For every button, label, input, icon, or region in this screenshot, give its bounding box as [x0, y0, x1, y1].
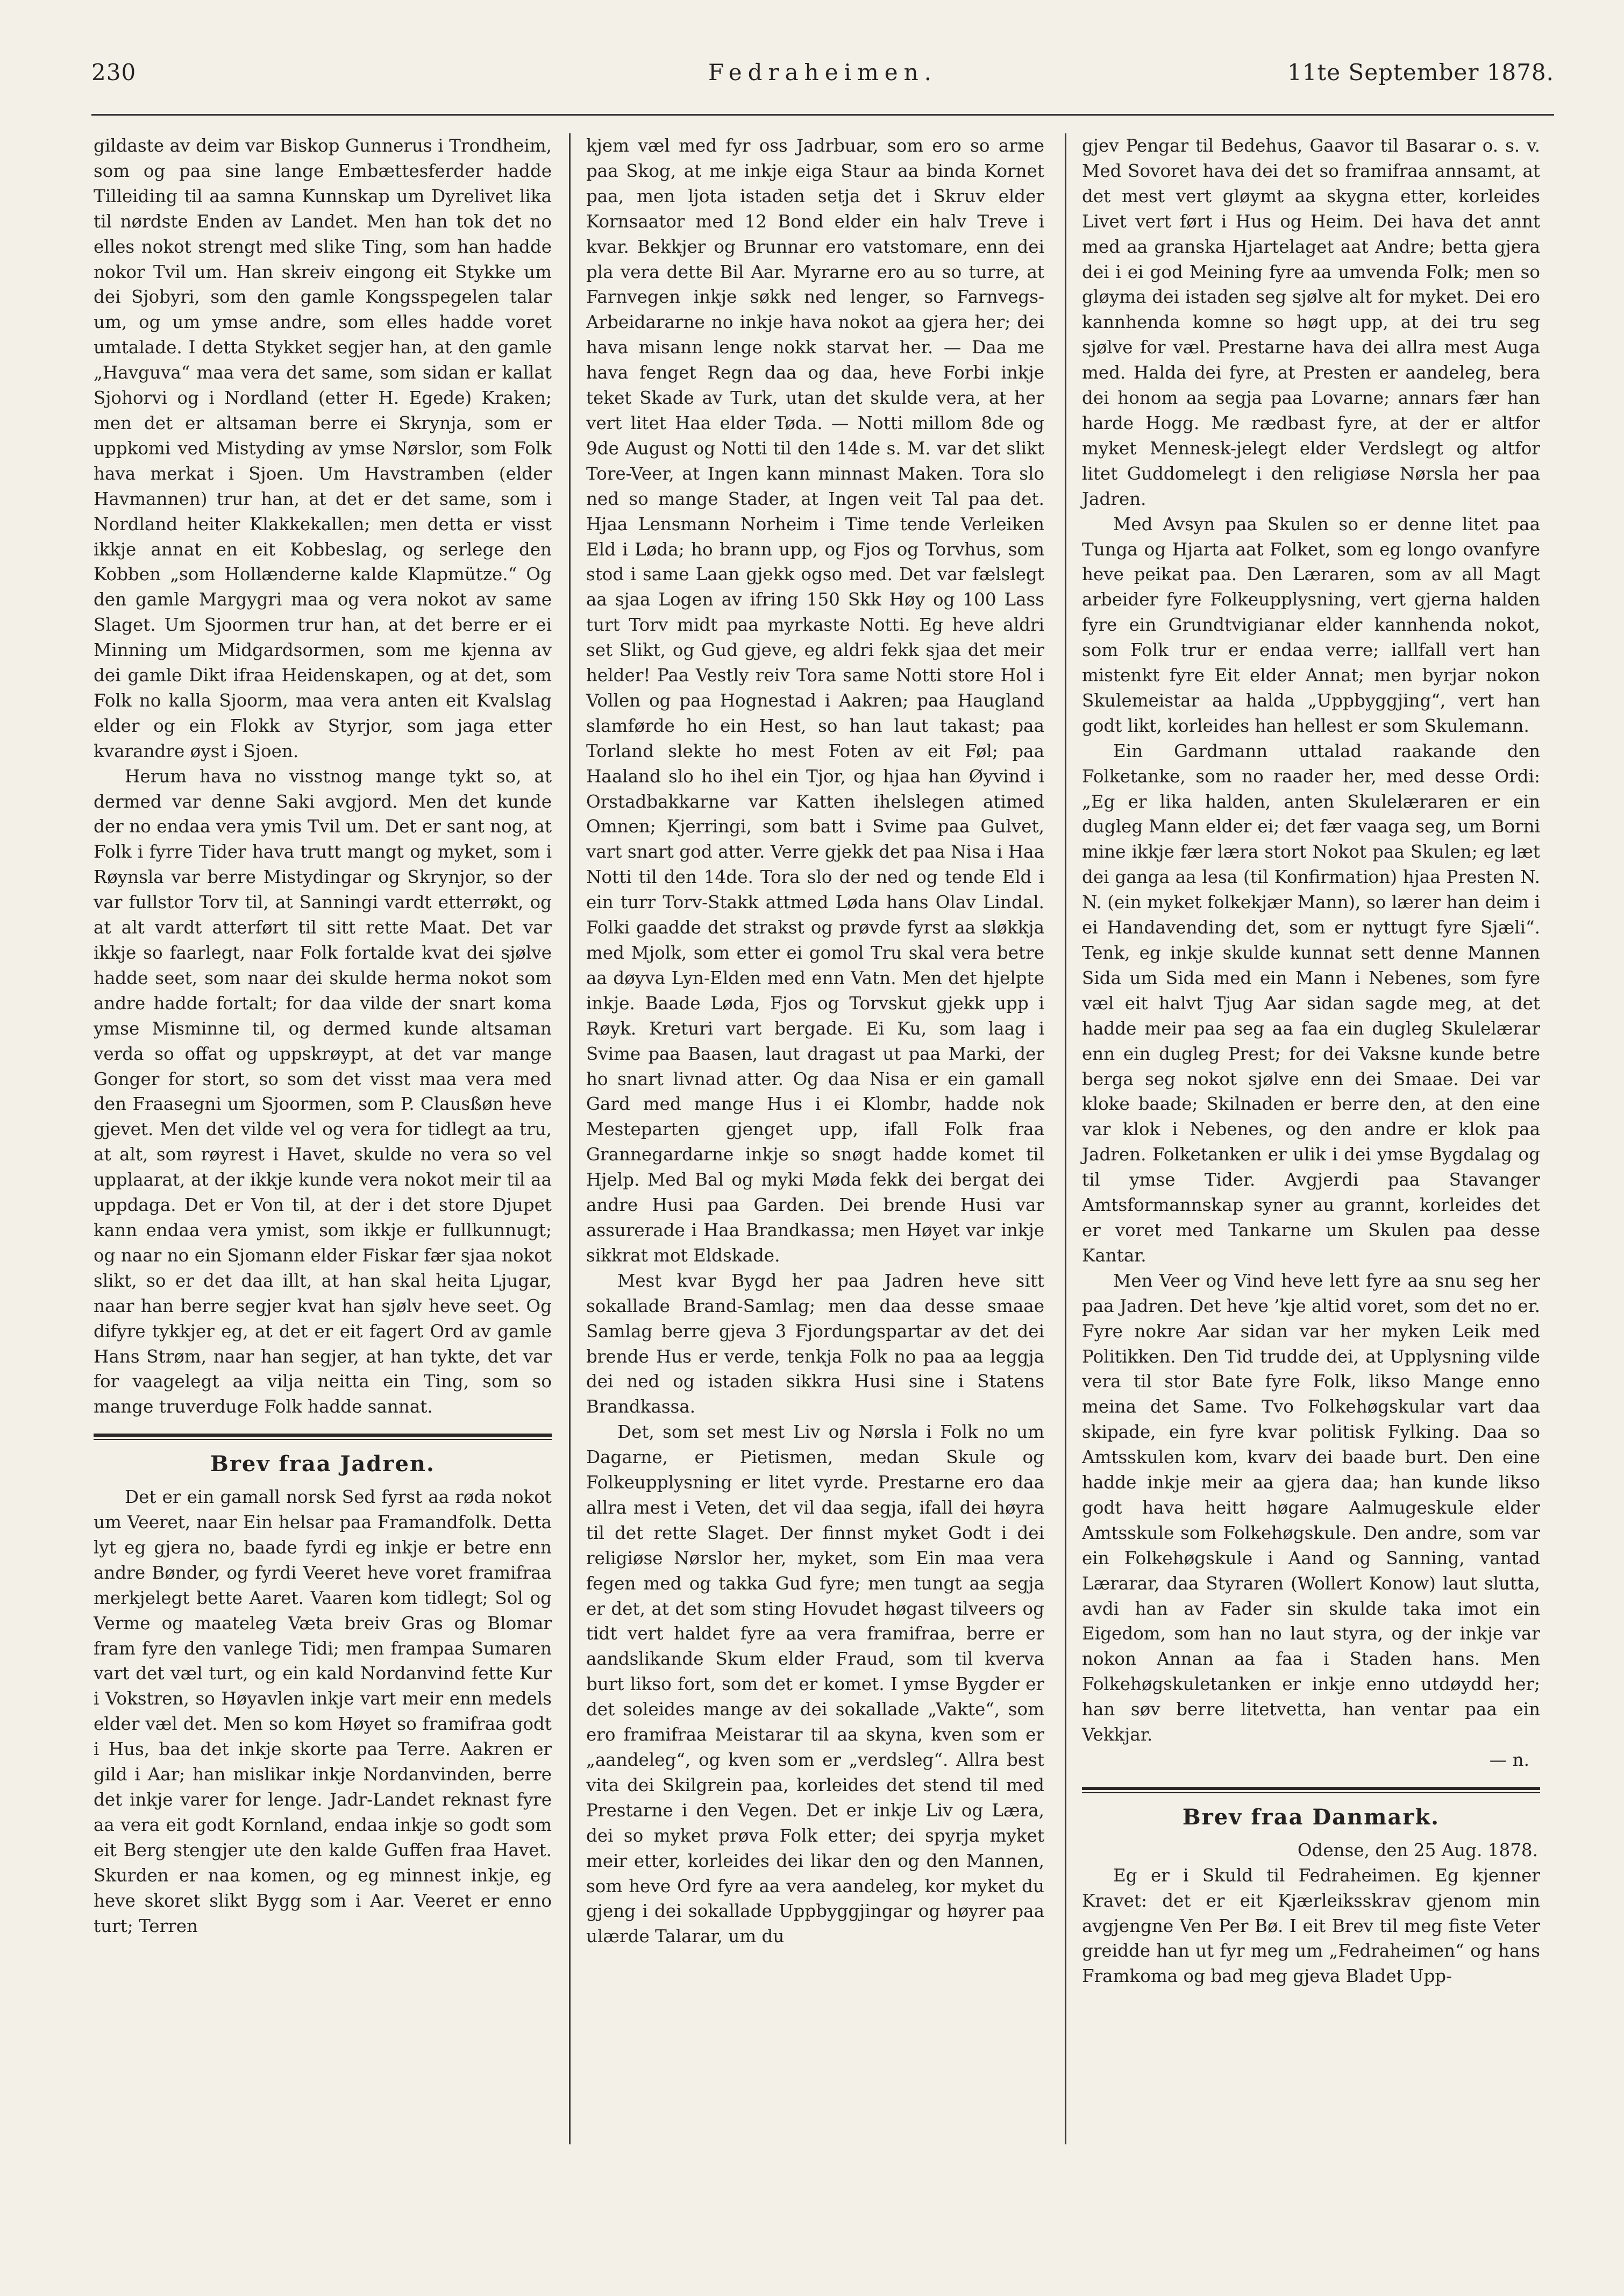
article-divider: [1082, 1787, 1540, 1793]
header-rule: [91, 114, 1554, 116]
column-1: [94, 133, 552, 1938]
signature: — n.: [1489, 1750, 1529, 1770]
dateline: Odense, den 25 Aug. 1878.: [1297, 1839, 1538, 1860]
page-number: 230: [91, 59, 137, 85]
paragraph: gildaste av deim var Biskop Gunnerus i Trondheim, som og paa sine lange Embættesferder hadde Tilleiding til aa samna Kunnskap um Dyrelivet lika til nørdste Enden av Landet. Men han tok det no elles nokot strengt med slike Ting, som han hadde nokor Tvil um. Han skreiv eingong eit Stykke um dei Sjobyri, som den gamle Kongsspegelen talar um, og um ymse andre, som elles hadde voret umtalade. I detta Stykket segjer han, at den gamle „Havguva“ maa vera det same, som sidan er kallat Sjohorvi og i Nordland (etter H. Egede) Kraken; men det er altsaman berre ei Skrynja, som er uppkomi ved Mistyding av ymse Nørslor, som Folk hava merkat i Sjoen. Um Havstramben (elder Havmannen) trur han, at det er det same, som i Nordland heiter Klakkekallen; men detta er visst ikkje annat en eit Kobbeslag, og serlege den Kobben „som Hollænderne kalde Klapmütze.“ Og den gamle Margygri maa og vera nokot av same Slaget. Um Sjoormen trur han, at det berre er ei Minning um Midgardsormen, som me kjenna av dei gamle Dikt ifraa Heidenskapen, og at det, som Folk no kalla Sjoorm, maa vera anten eit Kvalslag elder og ein Flokk av Styrjor, som jaga etter kvarandre øyst i Sjoen.: [94, 136, 552, 761]
paragraph: gjev Pengar til Bedehus, Gaavor til Basarar o. s. v. Med Sovoret hava dei det so framifraa annsamt, at det mest vert gløymt aa skygna etter, korleides Livet vert ført i Hus og Heim. Dei hava det annt med aa granska Hjartelaget aat Andre; betta gjera dei i ei god Meining fyre aa umvenda Folk; men so gløyma dei istaden seg sjølve alt for myket. Dei ero kannhenda komne so høgt upp, at dei tru seg sjølve for væl. Prestarne hava dei allra mest Auga med. Halda dei fyre, at Presten er aandeleg, bera dei honom aa segja paa Lovarne; annars fær han harde Hogg. Me rædbast fyre, at der er altfor myket Mennesk-jelegt elder Verdslegt og altfor litet Guddomelegt i den religiøse Nørsla her paa Jadren.: [1082, 136, 1540, 509]
article-title-danmark: Brev fraa Danmark.: [1182, 1804, 1440, 1830]
paragraph: kjem væl med fyr oss Jadrbuar, som ero so arme paa Skog, at me inkje eiga Staur aa binda Kornet paa, men ljota istaden setja det i Skruv elder Kornsaator med 12 Bond elder ein halv Treve i kvar. Bekkjer og Brunnar ero vatstomare, enn dei pla vera dette Bil Aar. Myrarne ero au so turre, at Farnvegen inkje søkk ned lenger, so Farnvegs-Arbeidararne no inkje hava nokot aa gjera her; dei hava misann lenge nokk starvat her. — Daa me hava fenget Regn daa og daa, heve Forbi inkje teket Skade av Turk, utan det skulde vera, at her vert litet Haa elder Tøda. — Notti millom 8de og 9de August og Notti til den 14de s. M. var det slikt Tore-Veer, at Ingen kann minnast Maken. Tora slo ned so mange Stader, at Ingen veit Tal paa det. Hjaa Lensmann Norheim i Time tende Verleiken Eld i Løda; ho brann upp, og Fjos og Torvhus, som stod i same Laan gjekk ogso med. Det var fælslegt aa sjaa Logen av ifring 150 Skk Høy og 100 Lass turt Torv midt paa myrkaste Notti. Eg heve aldri set Slikt, og Gud gjeve, eg aldri fekk sjaa det meir helder! Paa Vestly reiv Tora same Notti store Hol i Vollen og paa Hognestad i Aakren; paa Haugland slamførde ho ein Hest, so han laut takast; paa Torland slekte ho mest Foten av eit Føl; paa Haaland slo ho ihel ein Tjor, og hjaa han Øyvind i Orstadbakkarne var Katten ihelslegen atimed Omnen; Kjerringi, som batt i Svime paa Gulvet, vart snart god atter. Verre gjekk det paa Nisa i Haa Notti til den 14de. Tora slo der ned og tende Eld i ein turr Torv-Stakk attmed Løda hans Olav Lindal. Folki gaadde det strakst og prøvde fyrst aa sløkkja med Mjolk, som etter ei gomol Tru skal vera betre aa døyva Lyn-Elden med enn Vatn. Men det hjelpte inkje. Baade Løda, Fjos og Torvskut gjekk upp i Røyk. Kreturi vart bergade. Ei Ku, som laag i Svime paa Baasen, laut dragast ut paa Marki, der ho snart livnad atter. Og daa Nisa er ein gamall Gard med mange Hus i ei Klombr, hadde nok Mesteparten gjenget upp, ifall Folk fraa Grannegardarne inkje so snøgt hadde komet til Hjelp. Med Bal og myki Møda fekk dei bergat dei andre Husi paa Garden. Dei brende Husi var assurerade i Haa Brandkassa; men Høyet var inkje sikkrat mot Eldskade.: [586, 136, 1044, 1266]
column-3: [1082, 133, 1540, 1989]
paragraph: Eg er i Skuld til Fedraheimen. Eg kjenner Kravet: det er eit Kjærleiksskrav gjenom min avgjengne Ven Per Bø. I eit Brev til meg fiste Veter greidde han ut fyr meg um „Fedraheimen“ og hans Framkoma og bad meg gjeva Bladet Upp-: [1082, 1865, 1540, 1987]
paragraph: Det er ein gamall norsk Sed fyrst aa røda nokot um Veeret, naar Ein helsar paa Framandfolk. Detta lyt eg gjera no, baade fyrdi eg inkje er betre enn andre Bønder, og fyrdi Veeret heve voret framifraa merkjelegt bette Aaret. Vaaren kom tidlegt; Sol og Verme og maateleg Væta breiv Gras og Blomar fram fyre den vanlege Tidi; men frampaa Sumaren vart det væl turt, og ein kald Nordanvind fette Kur i Vokstren, so Høyavlen inkje vart meir enn medels elder væl det. Men so kom Høyet so framifraa godt i Hus, baa det inkje skorte paa Terre. Aakren er gild i Aar; han mislikar inkje Nordanvinden, berre det inkje varer for lenge. Jadr-Landet reknast fyre aa vera eit godt Kornland, endaa inkje so godt som eit Berg stengjer ute den kalde Guffen fraa Havet. Skurden er naa komen, og eg minnest inkje, eg heve skoret slikt Bygg som i Aar. Veeret er enno turt; Terren: [94, 1487, 552, 1936]
paragraph: Herum hava no visstnog mange tykt so, at dermed var denne Saki avgjord. Men det kunde der no endaa vera ymis Tvil um. Det er sant nog, at Folk i fyrre Tider hava trutt mangt og myket, som i Røynsla var berre Mistydingar og Skrynjor, so der var fullstor Torv til, at Sanningi vardt etterrøkt, og at alt vardt atterført til sitt rette Maat. Det var ikkje so faarlegt, naar Folk fortalde kvat dei sjølve hadde seet, som naar dei skulde herma nokot som andre hadde fortalt; for daa vilde der snart koma ymse Misminne til, og dermed kunde altsaman verda so offat og uppskrøypt, at det var mange Gonger for stort, so som det visst maa vera med den Fraasegni um Sjoormen, som P. Clausßøn heve gjevet. Men det vilde vel og vera for tidlegt aa tru, at alt, som røyrest i Havet, skulde no vera so vel upplaarat, at der ikkje kunde vera nokot meir til aa uppdaga. Det er Von til, at der i det store Djupet kann endaa vera ymist, som ikkje er fullkunnugt; og naar no ein Sjomann elder Fiskar fær sjaa nokot slikt, so er det daa illt, at han skal heita Ljugar, naar han berre segjer kvat han sjølv heve seet. Og difyre tykkjer eg, at det er eit fagert Ord av gamle Hans Strøm, naar han segjer, at han tykte, det var for vaagelegt aa vilja neitta ein Ting, som so mange truverduge Folk hadde sannat.: [94, 766, 552, 1417]
paragraph: Det, som set mest Liv og Nørsla i Folk no um Dagarne, er Pietismen, medan Skule og Folkeupplysning er litet vyrde. Prestarne ero daa allra mest i Veten, det vil daa segja, ifall dei høyra til det rette Slaget. Der finnst myket Godt i dei religiøse Nørslor her, myket, som Ein maa vera fegen med og takka Gud fyre; men tungt aa segja er det, at det som sting Hovudet høgast tilveers og tidt vert haldet fyre aa vera framifraa, berre er aandslikande Skum elder Fraud, som til kverva burt likso fort, som det er komet. I ymse Bygder er det soleides mange av dei sokallade „Vakte“, som ero framifraa Meistarar til aa skyna, kven som er „aandeleg“, og kven som er „verdsleg“. Allra best vita dei Skilgrein paa, korleides det stend til med Prestarne i den Vegen. Det er inkje Liv og Læra, dei so myket prøva Folk etter; dei spyrja myket meir etter, korleides dei likar den og den Mannen, som heve Ord fyre aa vera aandeleg, kor myket du gjeng i dei sokallade Uppbyggjingar og høyrer paa ulærde Talarar, um du: [586, 1422, 1044, 1947]
paragraph: Mest kvar Bygd her paa Jadren heve sitt sokallade Brand-Samlag; men daa desse smaae Samlag berre gjeva 3 Fjordungspartar av det dei brende Hus er verde, tenkja Folk no paa aa leggja dei ned og istaden sikkra Husi sine i Statens Brandkassa.: [586, 1270, 1044, 1417]
paragraph: Ein Gardmann uttalad raakande den Folketanke, som no raader her, med desse Ordi: „Eg er lika halden, anten Skulelæraren er ein dugleg Mann elder ei; det fær vaaga seg, um Borni mine ikkje fær læra stort Nokot paa Skulen; eg læt dei ganga aa lesa (til Konfirmation) hjaa Presten N. N. (ein myket folkekjær Mann), so lærer han deim i ei Handavending det, som er nyttugt fyre Sjæli“. Tenk, eg inkje skulde kunnat sett denne Mannen Sida um Sida med ein Mann i Nebenes, som fyre væl eit halvt Tjug Aar sidan sagde meg, at det hadde meir paa seg aa faa ein dugleg Skulelærar enn ein dugleg Prest; for dei Vaksne kunde betre berga seg nokot sjølve enn dei Smaae. Dei var kloke baade; Skilnaden er berre den, at den eine var klok i Nebenes, og den andre er klok paa Jadren. Folketanken er ulik i dei ymse Bygdalag og til ymse Tider. Avgjerdi paa Stavanger Amtsformannskap syner au grannt, korleides det er voret med Tankarne um Skulen paa desse Kantar.: [1082, 740, 1540, 1266]
article-divider: [94, 1434, 552, 1440]
paragraph: Med Avsyn paa Skulen so er denne litet paa Tunga og Hjarta aat Folket, som eg longo ovanfyre heve peikat paa. Den Læraren, som av all Magt arbeider fyre Folkeupplysning, vert gjerna halden fyre ein Grundtvigianar elder kannhenda nokot, som Folk trur er endaa verre; iallfall vert han mistenkt fyre Eit elder Annat; men byrjar nokon Skulemeistar aa halda „Uppbyggjing“, vert han godt likt, korleides han hellest er som Skulemann.: [1082, 514, 1540, 736]
masthead-title: Fedraheimen.: [708, 59, 938, 85]
column-divider-2: [1065, 133, 1066, 2144]
column-divider-1: [569, 133, 571, 2144]
paragraph: Men Veer og Vind heve lett fyre aa snu seg her paa Jadren. Det heve ’kje altid voret, som det no er. Fyre nokre Aar sidan var her myken Leik med Politikken. Den Tid trudde dei, at Upplysning vilde vera til stor Bate fyre Folk, likso Mange enno meina det Same. Tvo Folkehøgskular vart daa skipade, ein fyre kvar politisk Fylking. Daa so Amtsskulen kom, kvarv dei baade burt. Den eine hadde inkje meir aa gjera daa; han kunde likso godt hava heitt høgare Aalmugeskule elder Amtsskule som Folkehøgskule. Den andre, som var ein Folkehøgskule i Aand og Sanning, vantad Lærarar, daa Styraren (Wollert Konow) laut slutta, avdi han av Fader sin skulde taka imot ein Eigedom, som han no laut styra, og der inkje var nokon Annan aa faa i Staden hans. Men Folkehøgskuletanken er inkje enno utdøydd her; han søv berre litetvetta, han ventar paa ein Vekkjar.: [1082, 1270, 1540, 1745]
article-title-jadren: Brev fraa Jadren.: [210, 1451, 435, 1477]
issue-date: 11te September 1878.: [1287, 59, 1554, 85]
page-header: [91, 59, 1554, 91]
column-2: [586, 133, 1044, 1949]
